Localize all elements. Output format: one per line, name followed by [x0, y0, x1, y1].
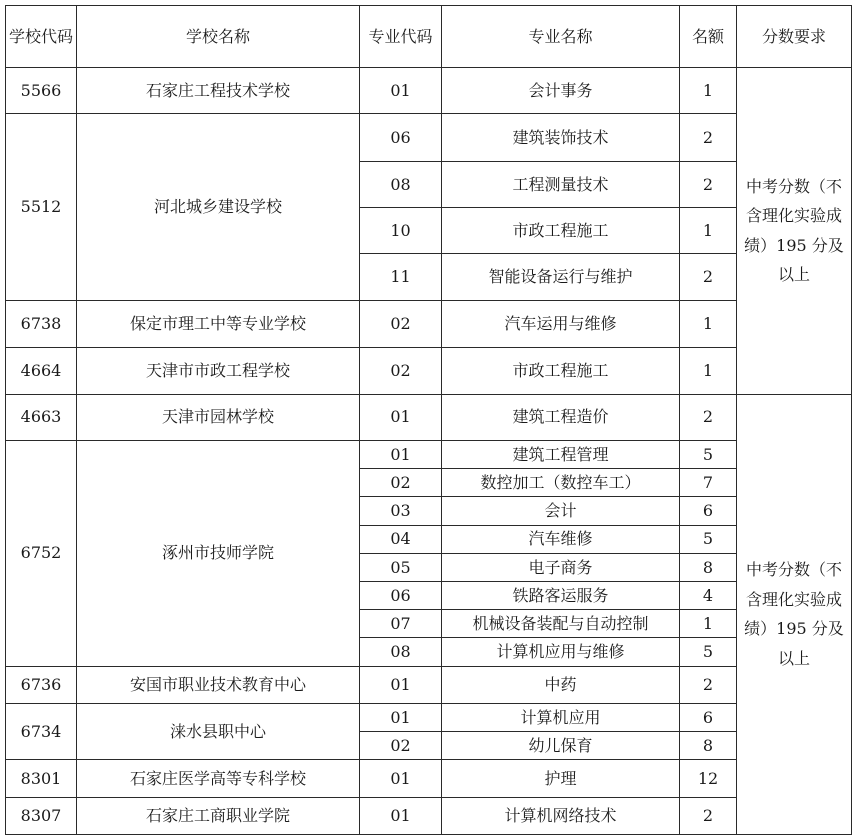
- major-code-cell: 06: [360, 581, 442, 609]
- header-score-requirement: 分数要求: [737, 6, 852, 68]
- school-code-cell: 6738: [6, 300, 77, 347]
- major-code-cell: 04: [360, 525, 442, 553]
- school-code-cell: 6752: [6, 440, 77, 666]
- header-school-name: 学校名称: [77, 6, 360, 68]
- major-name-cell: 智能设备运行与维护: [442, 254, 680, 300]
- score-requirement-cell: 中考分数（不含理化实验成绩）195 分及以上: [737, 68, 852, 395]
- major-code-cell: 07: [360, 610, 442, 638]
- major-name-cell: 建筑工程造价: [442, 394, 680, 440]
- major-name-cell: 电子商务: [442, 553, 680, 581]
- school-name-cell: 天津市市政工程学校: [77, 348, 360, 394]
- quota-cell: 2: [680, 394, 737, 440]
- school-name-cell: 石家庄医学高等专科学校: [77, 760, 360, 797]
- quota-cell: 2: [680, 114, 737, 161]
- quota-cell: 1: [680, 348, 737, 394]
- major-name-cell: 数控加工（数控车工）: [442, 469, 680, 497]
- table-row: [6, 760, 852, 797]
- quota-cell: 2: [680, 254, 737, 300]
- major-name-cell: 市政工程施工: [442, 208, 680, 254]
- major-code-cell: 01: [360, 797, 442, 834]
- header-school-code: 学校代码: [6, 6, 77, 68]
- school-name-cell: 涞水县职中心: [77, 703, 360, 759]
- table-row: [6, 797, 852, 834]
- school-name-cell: 安国市职业技术教育中心: [77, 666, 360, 703]
- header-major-name: 专业名称: [442, 6, 680, 68]
- school-code-cell: 8307: [6, 797, 77, 834]
- major-name-cell: 幼儿保育: [442, 732, 680, 760]
- quota-cell: 1: [680, 610, 737, 638]
- table-row: [6, 440, 852, 468]
- quota-cell: 8: [680, 553, 737, 581]
- major-name-cell: 会计: [442, 497, 680, 525]
- quota-cell: 5: [680, 525, 737, 553]
- major-code-cell: 01: [360, 68, 442, 114]
- quota-cell: 6: [680, 497, 737, 525]
- school-name-cell: 保定市理工中等专业学校: [77, 300, 360, 347]
- major-code-cell: 02: [360, 348, 442, 394]
- major-code-cell: 02: [360, 732, 442, 760]
- major-name-cell: 会计事务: [442, 68, 680, 114]
- school-code-cell: 5566: [6, 68, 77, 114]
- school-name-cell: 石家庄工商职业学院: [77, 797, 360, 834]
- major-code-cell: 02: [360, 469, 442, 497]
- quota-cell: 1: [680, 208, 737, 254]
- major-name-cell: 中药: [442, 666, 680, 703]
- table-row: [6, 703, 852, 731]
- admission-table: [5, 5, 852, 835]
- school-name-cell: 河北城乡建设学校: [77, 114, 360, 300]
- major-name-cell: 机械设备装配与自动控制: [442, 610, 680, 638]
- major-name-cell: 计算机应用与维修: [442, 638, 680, 666]
- major-code-cell: 01: [360, 394, 442, 440]
- quota-cell: 2: [680, 666, 737, 703]
- school-code-cell: 6736: [6, 666, 77, 703]
- quota-cell: 5: [680, 638, 737, 666]
- major-name-cell: 汽车维修: [442, 525, 680, 553]
- table-row: [6, 300, 852, 347]
- major-code-cell: 11: [360, 254, 442, 300]
- major-name-cell: 铁路客运服务: [442, 581, 680, 609]
- school-code-cell: 6734: [6, 703, 77, 759]
- major-name-cell: 汽车运用与维修: [442, 300, 680, 347]
- major-name-cell: 建筑装饰技术: [442, 114, 680, 161]
- quota-cell: 7: [680, 469, 737, 497]
- table-row: [6, 114, 852, 161]
- header-quota: 名额: [680, 6, 737, 68]
- major-code-cell: 08: [360, 638, 442, 666]
- school-code-cell: 4663: [6, 394, 77, 440]
- quota-cell: 2: [680, 161, 737, 207]
- score-requirement-cell: 中考分数（不含理化实验成绩）195 分及以上: [737, 394, 852, 834]
- major-code-cell: 02: [360, 300, 442, 347]
- major-code-cell: 01: [360, 703, 442, 731]
- quota-cell: 6: [680, 703, 737, 731]
- major-code-cell: 01: [360, 666, 442, 703]
- header-major-code: 专业代码: [360, 6, 442, 68]
- table-row: [6, 68, 852, 114]
- major-code-cell: 05: [360, 553, 442, 581]
- major-name-cell: 建筑工程管理: [442, 440, 680, 468]
- table-row: [6, 666, 852, 703]
- school-code-cell: 4664: [6, 348, 77, 394]
- quota-cell: 1: [680, 68, 737, 114]
- header-row: [6, 6, 852, 68]
- quota-cell: 12: [680, 760, 737, 797]
- major-name-cell: 计算机应用: [442, 703, 680, 731]
- quota-cell: 1: [680, 300, 737, 347]
- table-row: [6, 348, 852, 394]
- major-name-cell: 护理: [442, 760, 680, 797]
- quota-cell: 4: [680, 581, 737, 609]
- major-code-cell: 01: [360, 760, 442, 797]
- major-code-cell: 03: [360, 497, 442, 525]
- school-name-cell: 天津市园林学校: [77, 394, 360, 440]
- major-name-cell: 计算机网络技术: [442, 797, 680, 834]
- major-code-cell: 10: [360, 208, 442, 254]
- major-name-cell: 市政工程施工: [442, 348, 680, 394]
- table-row: [6, 394, 852, 440]
- school-name-cell: 石家庄工程技术学校: [77, 68, 360, 114]
- school-name-cell: 涿州市技师学院: [77, 440, 360, 666]
- major-code-cell: 06: [360, 114, 442, 161]
- major-code-cell: 08: [360, 161, 442, 207]
- major-code-cell: 01: [360, 440, 442, 468]
- school-code-cell: 8301: [6, 760, 77, 797]
- major-name-cell: 工程测量技术: [442, 161, 680, 207]
- quota-cell: 2: [680, 797, 737, 834]
- school-code-cell: 5512: [6, 114, 77, 300]
- quota-cell: 5: [680, 440, 737, 468]
- quota-cell: 8: [680, 732, 737, 760]
